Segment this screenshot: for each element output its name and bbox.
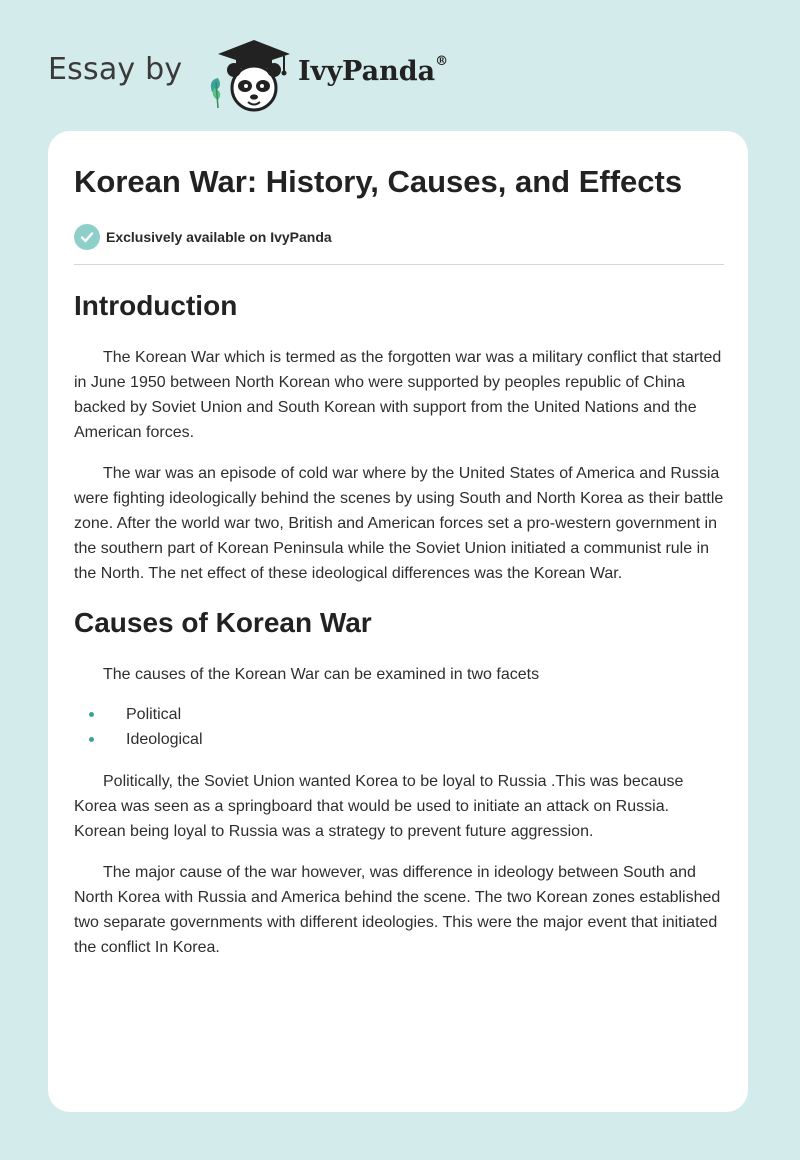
divider <box>74 264 724 265</box>
essay-card <box>48 131 748 1112</box>
list-item <box>74 702 724 727</box>
bullet-dot-icon <box>89 712 94 717</box>
list-item <box>74 727 724 752</box>
site-header <box>48 32 648 112</box>
list-item-label: Ideological <box>126 731 203 748</box>
essay-by-label: Essay by <box>48 52 183 87</box>
paragraph: The war was an episode of cold war where by the United States of America and Russia were fighting ideologically behind the scenes by using South and North Korea as their battle zone. After the world war two, British and American forces set a pro-western government in the southern part of Korean Peninsula while the Soviet Union initiated a communist rule in the North. The net effect of these ideological differences was the Korean War. <box>74 465 724 582</box>
paragraph: The causes of the Korean War can be examined in two facets <box>103 666 540 683</box>
brand-name[interactable] <box>298 56 448 87</box>
paragraph: The major cause of the war however, was difference in ideology between South and North Korea with Russia and America behind the scene. The two Korean zones established two separate governments with different ideologies. This were the major event that initiated the conflict In Korea. <box>74 864 721 956</box>
exclusive-badge <box>74 223 724 251</box>
section-heading-causes: Causes of Korean War <box>74 607 372 638</box>
panda-logo-icon[interactable] <box>204 34 296 114</box>
check-circle-icon <box>74 224 100 250</box>
list-item-label: Political <box>126 706 182 723</box>
essay-content <box>74 161 724 960</box>
causes-list <box>74 702 724 752</box>
paragraph: Politically, the Soviet Union wanted Korea to be loyal to Russia .This was because Korea was seen as a springboard that would be used to initiate an attack on Russia. Korean being loyal to Russia was a strategy to prevent future aggression. <box>74 773 684 840</box>
bullet-dot-icon <box>89 737 94 742</box>
brand-text: IvyPanda <box>298 56 436 87</box>
exclusive-badge-label: Exclusively available on IvyPanda <box>106 229 332 245</box>
paragraph: The Korean War which is termed as the forgotten war was a military conflict that started in June 1950 between North Korean who were supported by peoples republic of China backed by Soviet Union and South Korean with support from the United Nations and the American forces. <box>74 349 722 441</box>
registered-mark: ® <box>435 54 449 69</box>
essay-title: Korean War: History, Causes, and Effects <box>74 164 683 199</box>
section-heading-introduction: Introduction <box>74 290 238 321</box>
